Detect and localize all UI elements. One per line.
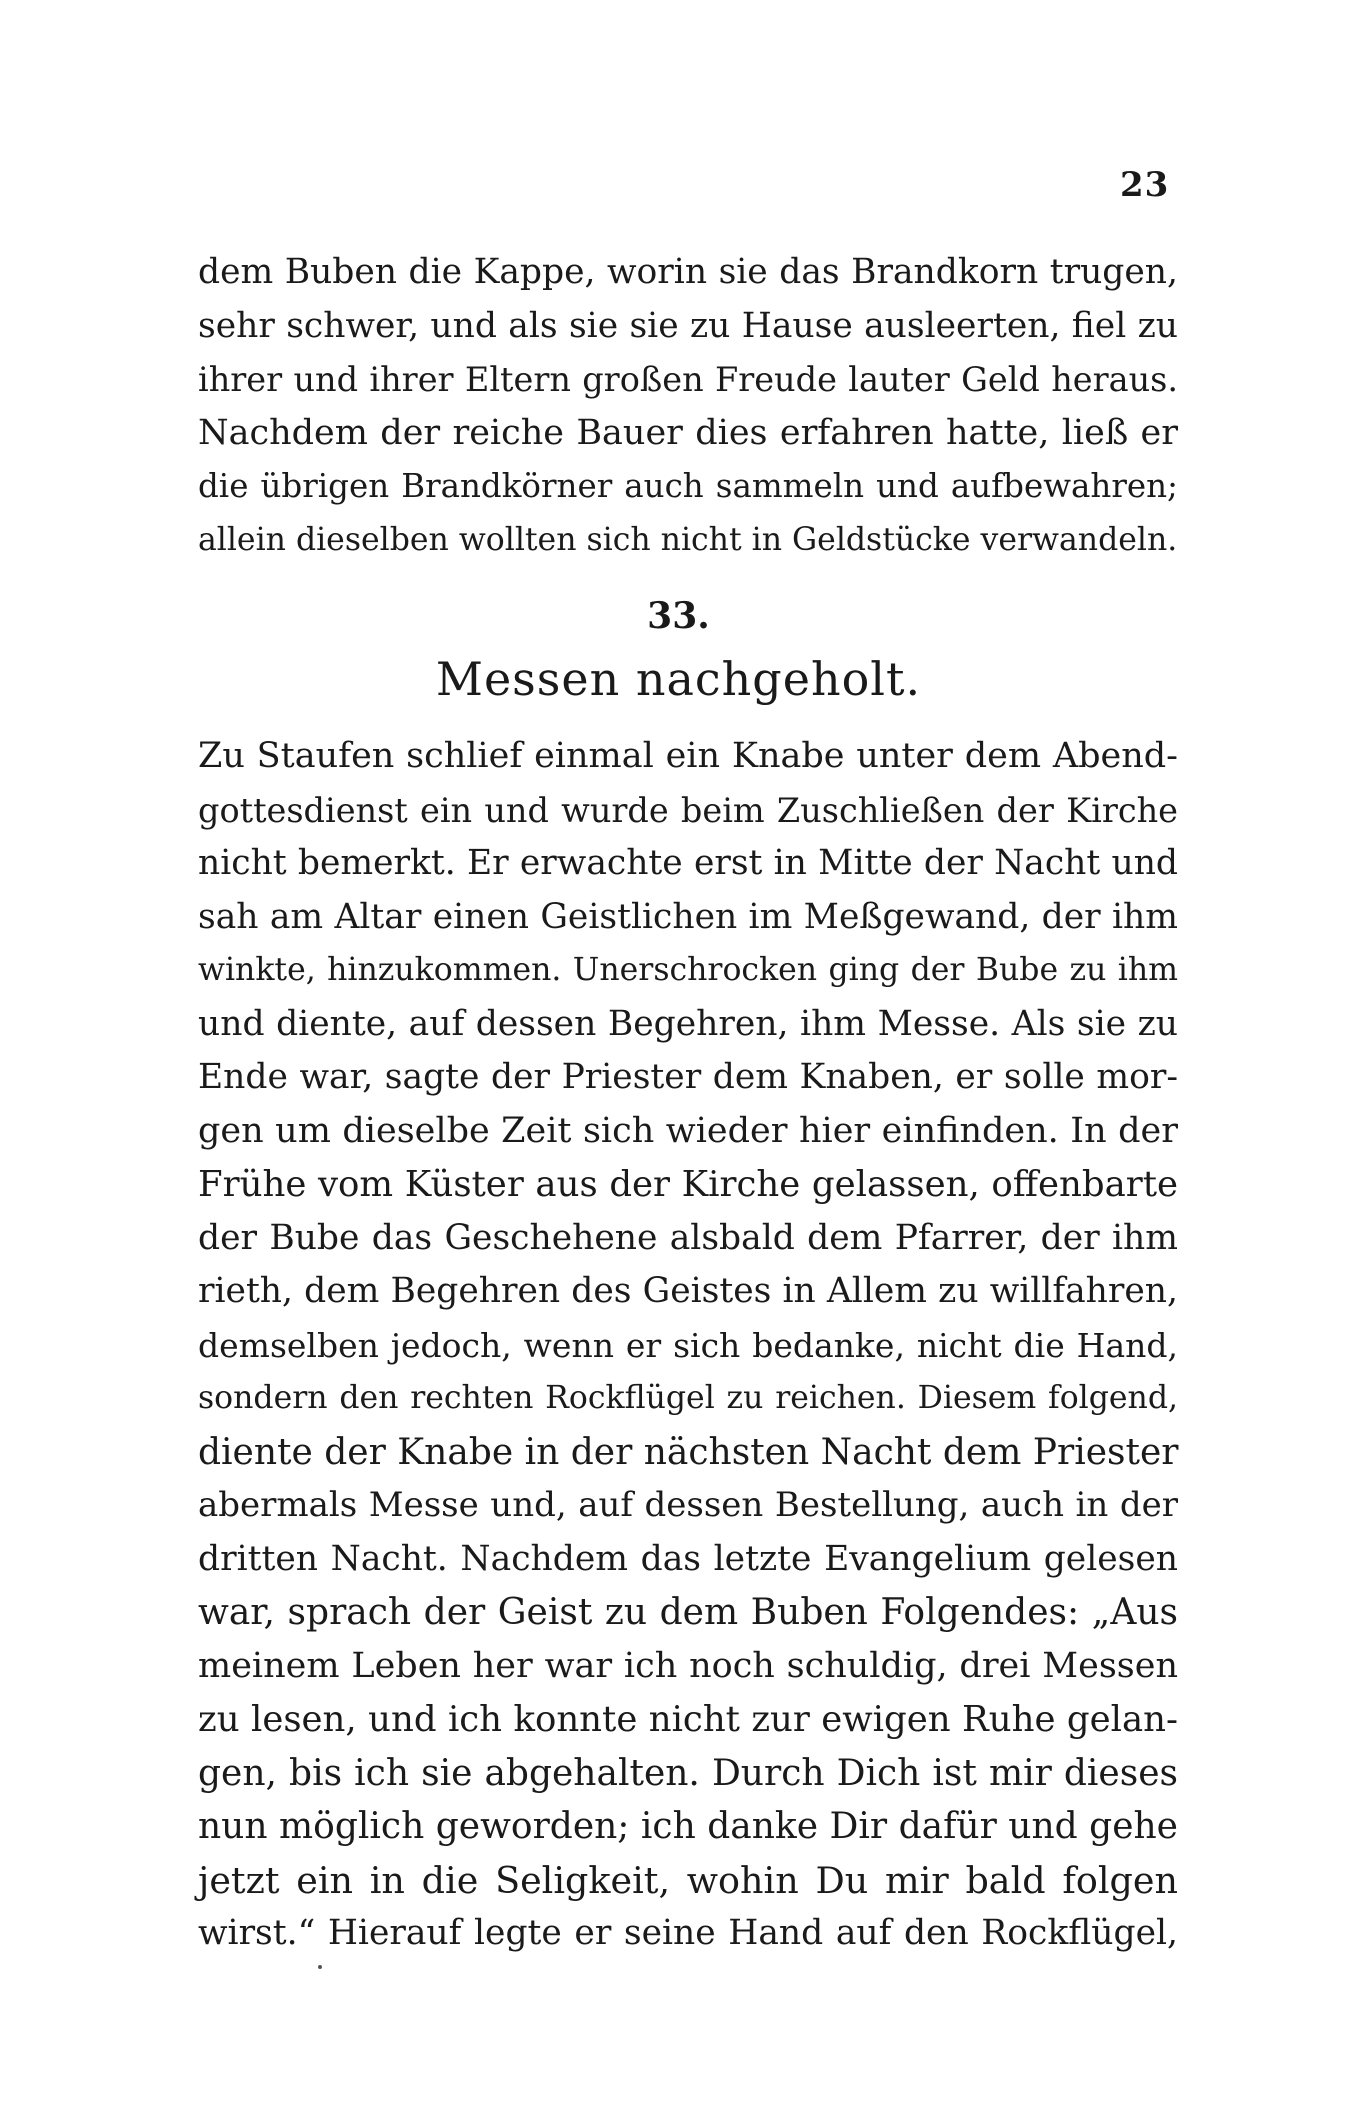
text-line: die übrigen Brandkörner auch sammeln und aufbewahren;: [198, 467, 1178, 505]
text-line: sah am Altar einen Geistlichen im Meßgewand, der ihm: [198, 896, 1178, 937]
text-line: diente der Knabe in der nächsten Nacht dem Priester: [198, 1431, 1179, 1473]
page-number: 23: [1120, 165, 1170, 205]
text-line: demselben jedoch, wenn er sich bedanke, nicht die Hand,: [198, 1325, 1178, 1365]
text-line: abermals Messe und, auf dessen Bestellung, auch in der: [198, 1485, 1178, 1525]
text-line: und diente, auf dessen Begehren, ihm Messe. Als sie zu: [198, 1003, 1178, 1044]
text-line: Frühe vom Küster aus der Kirche gelassen, offenbarte: [198, 1164, 1178, 1205]
text-line: wirst.“ Hierauf legte er seine Hand auf den Rockflügel,: [198, 1913, 1178, 1953]
text-line: Nachdem der reiche Bauer dies erfahren hatte, ließ er: [198, 412, 1178, 453]
text-line: zu lesen, und ich konnte nicht zur ewigen Ruhe gelan-: [198, 1699, 1178, 1740]
text-line: gottesdienst ein und wurde beim Zuschließen der Kirche: [198, 790, 1178, 830]
text-line: nicht bemerkt. Er erwachte erst in Mitte der Nacht und: [198, 843, 1178, 883]
text-line: gen um dieselbe Zeit sich wieder hier einfinden. In der: [198, 1110, 1178, 1151]
text-line: sehr schwer, und als sie sie zu Hause ausleerten, fiel zu: [198, 305, 1178, 346]
text-line: jetzt ein in die Seligkeit, wohin Du mir bald folgen: [198, 1858, 1178, 1902]
text-line: winkte, hinzukommen. Unerschrocken ging der Bube zu ihm: [198, 952, 1178, 988]
text-line: rieth, dem Begehren des Geistes in Allem zu willfahren,: [198, 1271, 1178, 1311]
text-line: Zu Staufen schlief einmal ein Knabe unter dem Abend-: [198, 736, 1178, 776]
text-line: nun möglich geworden; ich danke Dir dafür und gehe: [198, 1806, 1178, 1847]
tale-number: 33.: [647, 595, 710, 637]
text-line: allein dieselben wollten sich nicht in Geldstücke verwandeln.: [198, 521, 1178, 558]
text-line: dritten Nacht. Nachdem das letzte Evangelium gelesen: [198, 1538, 1178, 1579]
text-line: sondern den rechten Rockflügel zu reichen. Diesem folgend,: [198, 1380, 1178, 1416]
text-line: meinem Leben her war ich noch schuldig, drei Messen: [198, 1645, 1178, 1686]
tale-body: [198, 730, 1178, 1961]
text-line: war, sprach der Geist zu dem Buben Folgendes: „Aus: [198, 1592, 1178, 1633]
text-line: ihrer und ihrer Eltern großen Freude lauter Geld heraus.: [198, 360, 1178, 399]
print-speck: [318, 1965, 322, 1969]
intro-paragraph: [198, 246, 1178, 567]
text-line: gen, bis ich sie abgehalten. Durch Dich ist mir dieses: [198, 1752, 1178, 1794]
text-line: der Bube das Geschehene alsbald dem Pfarrer, der ihm: [198, 1217, 1178, 1258]
text-line: dem Buben die Kappe, worin sie das Brandkorn trugen,: [198, 252, 1178, 292]
tale-title: Messen nachgeholt.: [435, 652, 922, 706]
text-line: Ende war, sagte der Priester dem Knaben, er solle mor-: [198, 1057, 1178, 1097]
